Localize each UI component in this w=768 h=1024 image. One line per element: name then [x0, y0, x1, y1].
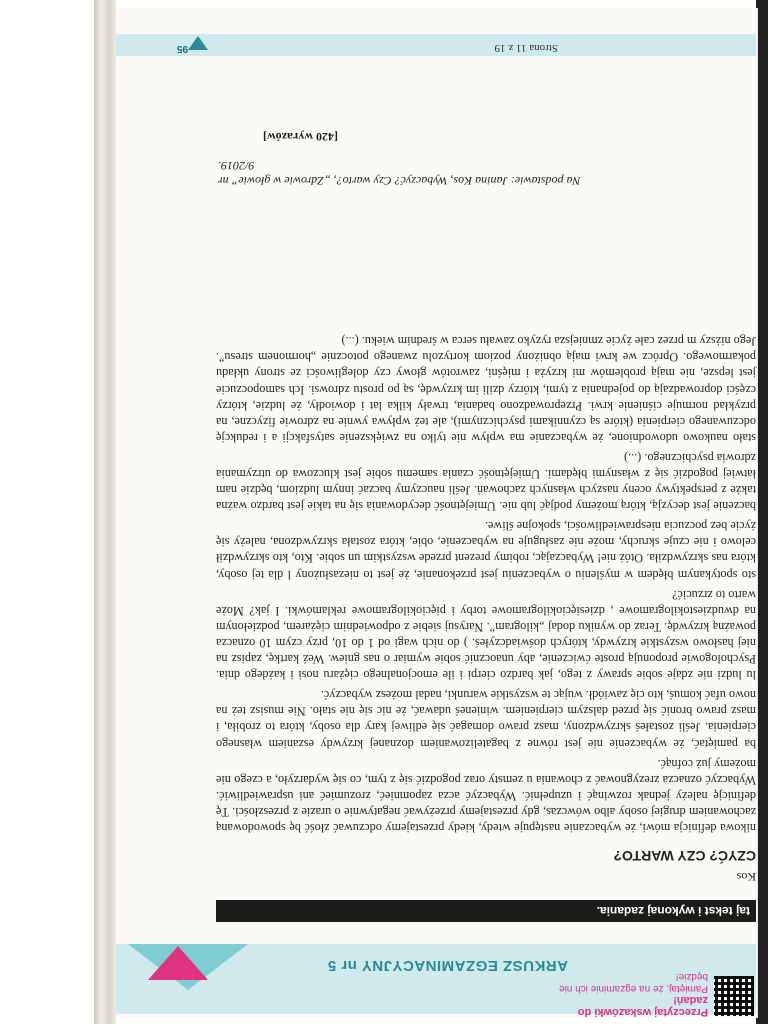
footer-triangle-decoration	[188, 36, 208, 50]
paragraph: ba pamiętać, że wybaczenie nie jest równe z bagatelizowaniem doznanej krzywdy eszaniem własnego cierpienia. Jeśli zostałeś skrzywdzony, masz prawo domagać się edliwej kary dla osoby, która to zrobiła, i masz prawo bronić się przed dalszym cierpieniem. winieneś udawać, że nic się nie stało. Nie musisz też na nowo ufać komuś, kto cię zawiódł. wując te wszystkie warunki, nadal możesz wybaczyć.	[216, 688, 756, 751]
exam-title: ARKUSZ EGZAMINACYJNY nr 5	[327, 957, 568, 974]
page-indicator: Strona 11 z 19	[494, 42, 558, 54]
article-title: CZYĆ? CZY WARTO?	[613, 848, 756, 864]
paragraph: stało naukowo udowodnione, że wybaczanie ma wpływ nie tylko na zwiększenie satysfakcji a i redukcję odczuwanego cierpienia (które są czynnikami psychicznymi), ale też wpływa ywnie na zdrowie fizyczne, na przykład normuje ciśnienie krwi. Przeprowadzono badania, trwały kilka lat i dowiodły, że ludzie, którzy części doprowadzają do pojednania z tymi, którzy dzili im krzywdę, są po prostu zdrowsi. Ich samopoczucie jest lepsze, nie mają problemów mi krzyża i mięśni, zawrotów głowy czy dolegliwości ze strony układu pokarmowego. Oprócz we krwi mają obniżony poziom kortyzolu zwanego potocznie „hormonem stresu”. Jego niższy m przez całe życie zmniejsza ryzyko zawału serca w średnim wieku. (...)	[216, 334, 756, 445]
article-body	[216, 329, 756, 836]
paragraph: nikowa definicja mówi, że wybaczanie następuje wtedy, kiedy przestajemy odczuwać złość bę spowodowaną zachowaniem drugiej osoby albo wówczas, gdy przestajemy przeżywać negatywnie o urazie z przeszłości. Tę definicję należy jednak rozwinąć i uzupełnić. Wybaczyć acza zapomnieć, zrozumieć ani usprawiedliwić. Wybaczyć oznacza zrezygnować z chowania u zemsty oraz pogodzić się z tym, co się wydarzyło, a czego nie możemy już cofnąć.	[216, 756, 756, 835]
word-count: [420 wyrazów]	[263, 130, 338, 144]
article-source: Na podstawie: Janina Kos, Wybaczyć? Czy warto?, „Zdrowie w głowie” nr 9/2019.	[218, 159, 581, 188]
article-author: Kos	[736, 870, 756, 884]
page-number: 95	[176, 43, 188, 54]
paragraph: baczenie jest decyzją, którą możemy podjąć lub nie. Umiejętność decydowania się na takie jest bardzo ważna także z perspektywy oceny naszych własnych zachowań. Jeśli nauczymy baczać innym ludziom, będzie nam łatwiej pogodzić się z własnymi błędami. Umiejętność czania samemu sobie jest kluczowa do utrzymania zdrowia psychicznego. (...)	[216, 450, 756, 514]
hint-text: Pamiętaj, że na egzaminie ich nie będzie!	[559, 971, 708, 994]
footer-band	[116, 34, 756, 56]
task-instruction-bar: taj tekst i wykonaj zadania.	[216, 900, 756, 922]
qr-code-icon	[714, 976, 754, 1016]
paragraph: lu ludzi nie zdaje sobie sprawy z tego, jak bardzo cierpi i ile emocjonalnego ciężaru nosi i każdego dnia. Psychologowie proponują proste ćwiczenie, aby unaocznić sobie wymiar o nas gniew. Weź kartkę, zapisz na niej hasłowo wszystkie krzywdy, których doświadczyłeś. ) do nich wagi od 1 do 10, przy czym 10 oznacza poważną krzywdę. Teraz do wyniku dodaj „kilogram”. Narysuj siebie z odpowiednim ciężarem, podziełonym na dwudziestokilogramowe , dziesięciokilogramowe torby i pięciokilogramowe reklamówki. I jak? Może warto to zrzucić?	[216, 587, 756, 683]
hint-heading: Przeczytaj wskazówki do zadań!	[577, 994, 708, 1018]
page-edge-stack	[94, 0, 116, 1024]
paragraph: sto spotykanym błędem w myśleniu o wybaczeniu jest przekonanie, że jest to niezasłużony l dla tej osoby, która nas skrzywdziła. Otóż nie! Wybaczając, robimy prezent przede wszystkim un sobie. Kto, kto skrzywdził celowo i nie czuje skruchy, może nie zasługuje na wybaczenie, obie, która została skrzywdzona, należy się życie bez poczucia niesprawiedliwości, spokojne śliwe.	[216, 519, 756, 582]
pink-triangle-decoration	[148, 946, 208, 980]
hint-box	[548, 970, 708, 1018]
